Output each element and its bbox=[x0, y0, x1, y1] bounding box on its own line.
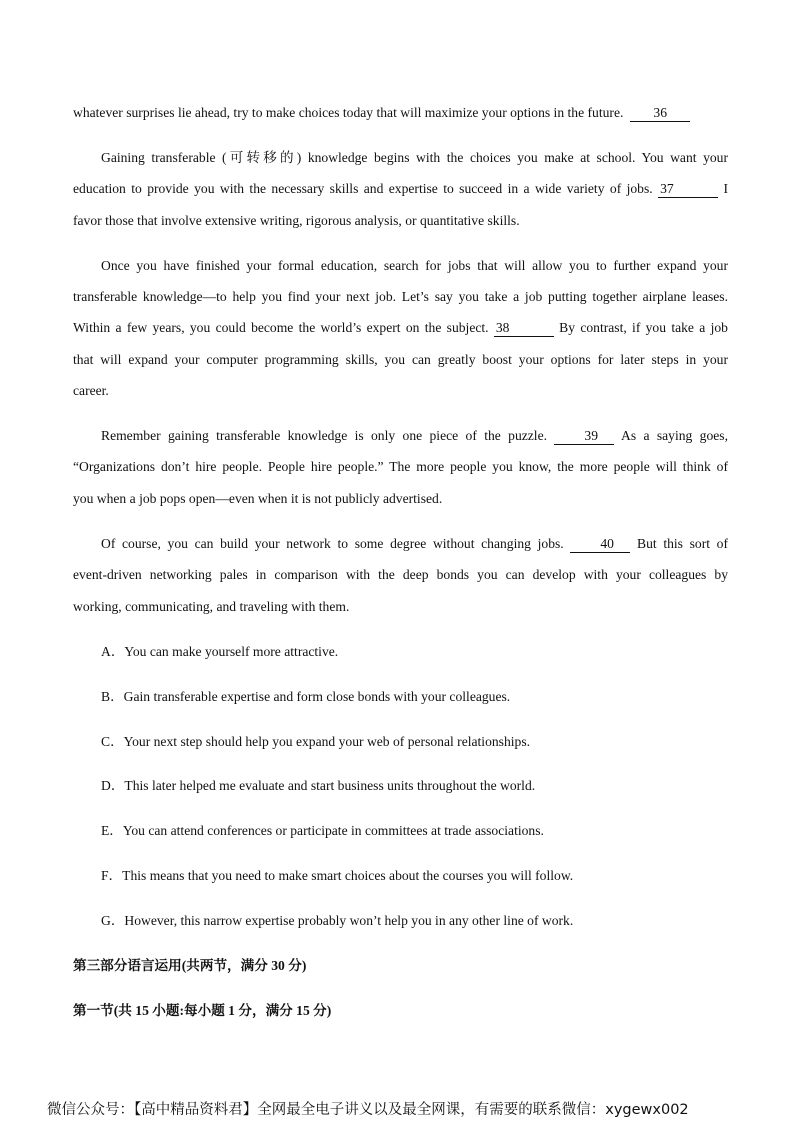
p3-text: Within a few years, you could become the world’s expert on the subject. bbox=[73, 320, 489, 335]
p3-line-2: transferable knowledge—to help you find your next job. Let’s say you take a job putting together airplane leases. bbox=[73, 289, 728, 304]
p5-line-3: working, communicating, and traveling with them. bbox=[73, 599, 350, 614]
p1-line-1 bbox=[73, 103, 728, 123]
blank-38: 38 bbox=[494, 320, 554, 337]
p4-text: Remember gaining transferable knowledge is only one piece of the puzzle. bbox=[101, 428, 548, 443]
p3-line-1: Once you have finished your formal education, search for jobs that will allow you to further expand your bbox=[101, 258, 728, 273]
section-heading-part3: 第三部分语言运用(共两节，满分 30 分) bbox=[73, 958, 307, 973]
option-f: F．This means that you need to make smart choices about the courses you will follow. bbox=[101, 868, 574, 883]
p5-line-2: event-driven networking pales in comparison with the deep bonds you can develop with your colleagues by bbox=[73, 567, 728, 582]
section-heading-sec1: 第一节(共 15 小题:每小题 1 分，满分 15 分) bbox=[73, 1003, 332, 1018]
p2-line-3: favor those that involve extensive writing, rigorous analysis, or quantitative skills. bbox=[73, 213, 520, 228]
p2-after: I bbox=[723, 181, 728, 196]
option-d: D．This later helped me evaluate and start business units throughout the world. bbox=[101, 778, 536, 793]
p3-after: By contrast, if you take a job bbox=[559, 320, 728, 335]
p5-line-1 bbox=[73, 534, 728, 554]
p5-text: Of course, you can build your network to some degree without changing jobs. bbox=[101, 536, 564, 551]
option-e: E．You can attend conferences or participate in committees at trade associations. bbox=[101, 823, 544, 838]
p5-after: But this sort of bbox=[637, 536, 728, 551]
option-b: B．Gain transferable expertise and form close bonds with your colleagues. bbox=[101, 689, 511, 704]
p2-text: education to provide you with the necessary skills and expertise to succeed in a wide variety of jobs. bbox=[73, 181, 653, 196]
p3-line-4: that will expand your computer programming skills, you can greatly boost your options for later steps in your bbox=[73, 352, 728, 367]
p2-line-2 bbox=[73, 179, 728, 199]
option-a: A．You can make yourself more attractive. bbox=[101, 644, 339, 659]
blank-36: 36 bbox=[630, 105, 690, 122]
p4-line-1 bbox=[73, 426, 728, 446]
p1-text: whatever surprises lie ahead, try to make choices today that will maximize your options in the future. bbox=[73, 105, 624, 120]
blank-39: 39 bbox=[554, 428, 614, 445]
blank-37: 37 bbox=[658, 181, 718, 198]
option-g: G．However, this narrow expertise probably won’t help you in any other line of work. bbox=[101, 913, 574, 928]
p2-line-1: Gaining transferable (可转移的) knowledge begins with the choices you make at school. You want your bbox=[101, 150, 728, 165]
blank-40: 40 bbox=[570, 536, 630, 553]
p4-line-3: you when a job pops open—even when it is not publicly advertised. bbox=[73, 491, 443, 506]
p4-after: As a saying goes, bbox=[621, 428, 728, 443]
p3-line-5: career. bbox=[73, 383, 109, 398]
option-c: C．Your next step should help you expand your web of personal relationships. bbox=[101, 734, 531, 749]
p3-line-3 bbox=[73, 318, 728, 338]
p4-line-2: “Organizations don’t hire people. People hire people.” The more people you know, the more people will think of bbox=[73, 459, 728, 474]
footer-watermark-text: 微信公众号：【高中精品资料君】全网最全电子讲义以及最全网课，有需要的联系微信：xygewx002 bbox=[47, 1102, 689, 1118]
